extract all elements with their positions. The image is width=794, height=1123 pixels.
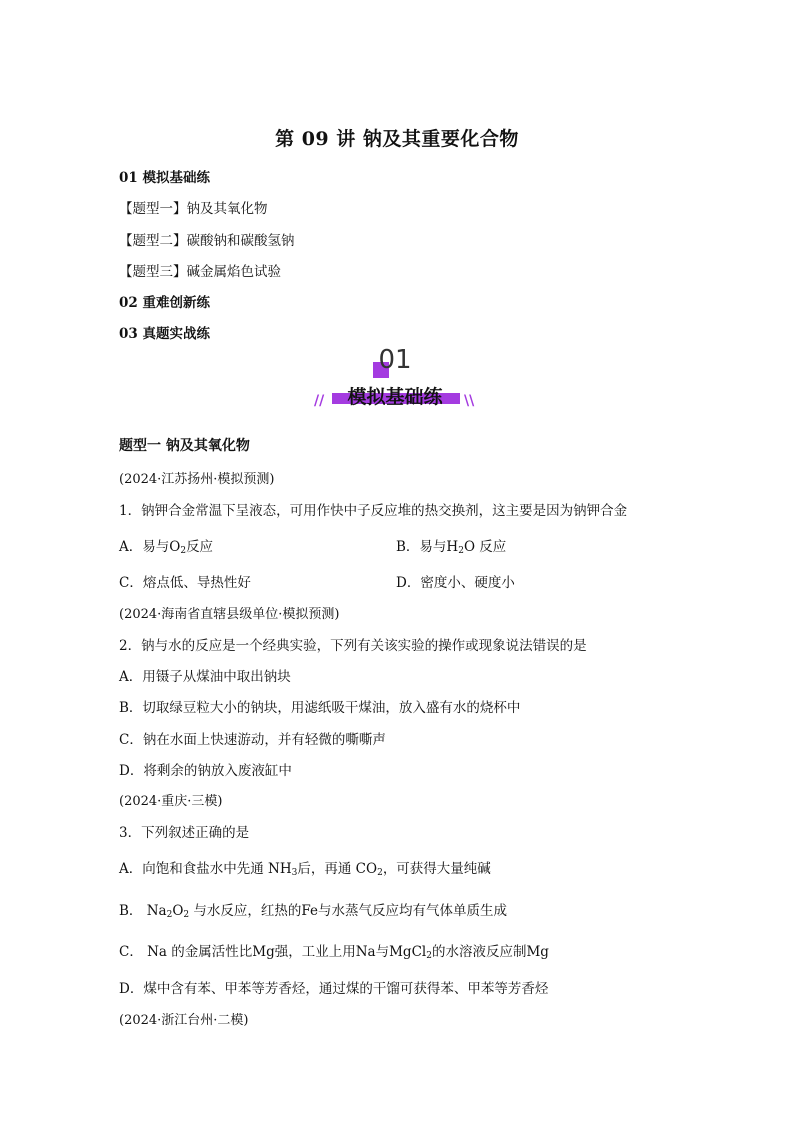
banner-label: 模拟基础练 [347,386,443,408]
q3-option-d: D．煤中含有苯、甲苯等芳香烃，通过煤的干馏可获得苯、甲苯等芳香烃 [119,981,549,997]
toc-type2: 【题型二】碳酸钠和碳酸氢钠 [119,233,295,249]
q2-option-b: B．切取绿豆粒大小的钠块，用滤纸吸干煤油，放入盛有水的烧杯中 [119,700,521,716]
q2-option-a: A．用镊子从煤油中取出钠块 [119,669,291,685]
toc-type3: 【题型三】碱金属焰色试验 [119,264,281,280]
q1-stem: 1．钠钾合金常温下呈液态，可用作快中子反应堆的热交换剂，这主要是因为钠钾合金 [119,503,628,519]
toc-part3: 03 真题实战练 [119,326,210,342]
toc-part1: 01 模拟基础练 [119,170,210,186]
q3-source: (2024·重庆·三模) [119,794,223,809]
banner-right-slash-icon: \\ [464,393,475,409]
q1-option-d: D．密度小、硬度小 [396,575,515,591]
q2-source: (2024·海南省直辖县级单位·模拟预测) [119,607,340,622]
q2-stem: 2．钠与水的反应是一个经典实验，下列有关该实验的操作或现象说法错误的是 [119,638,587,654]
q3-option-b: B． $Na_2O_2$ 与水反应，红热的Fe与水蒸气反应均有气体单质生成 [119,903,508,920]
q2-option-c: C．钠在水面上快速游动，并有轻微的嘶嘶声 [119,732,386,748]
toc-part2: 02 重难创新练 [119,295,210,311]
section-heading: 题型一 钠及其氧化物 [119,438,250,454]
q1-option-a: A．易与$O_2$反应 [119,539,214,556]
section-banner [310,345,480,415]
q1-option-c: C．熔点低、导热性好 [119,575,251,591]
q3-option-c: C． Na 的金属活性比Mg强，工业上用Na与MgCl$_2$的水溶液反应制Mg [119,944,549,961]
q1-source: (2024·江苏扬州·模拟预测) [119,472,275,487]
q4-source: (2024·浙江台州·二模) [119,1013,249,1028]
banner-left-slash-icon: // [314,393,325,409]
q3-stem: 3．下列叙述正确的是 [119,825,250,841]
page-title: 第 09 讲 钠及其重要化合物 [275,128,519,150]
toc-type1: 【题型一】钠及其氧化物 [119,201,268,217]
banner-number: 01 [378,345,412,375]
q2-option-d: D．将剩余的钠放入废液缸中 [119,763,292,779]
q3-option-a: A．向饱和食盐水中先通 $NH_3$后，再通 $CO_2$，可获得大量纯碱 [119,861,491,878]
q1-option-b: B．易与$H_2O$ 反应 [396,539,507,556]
